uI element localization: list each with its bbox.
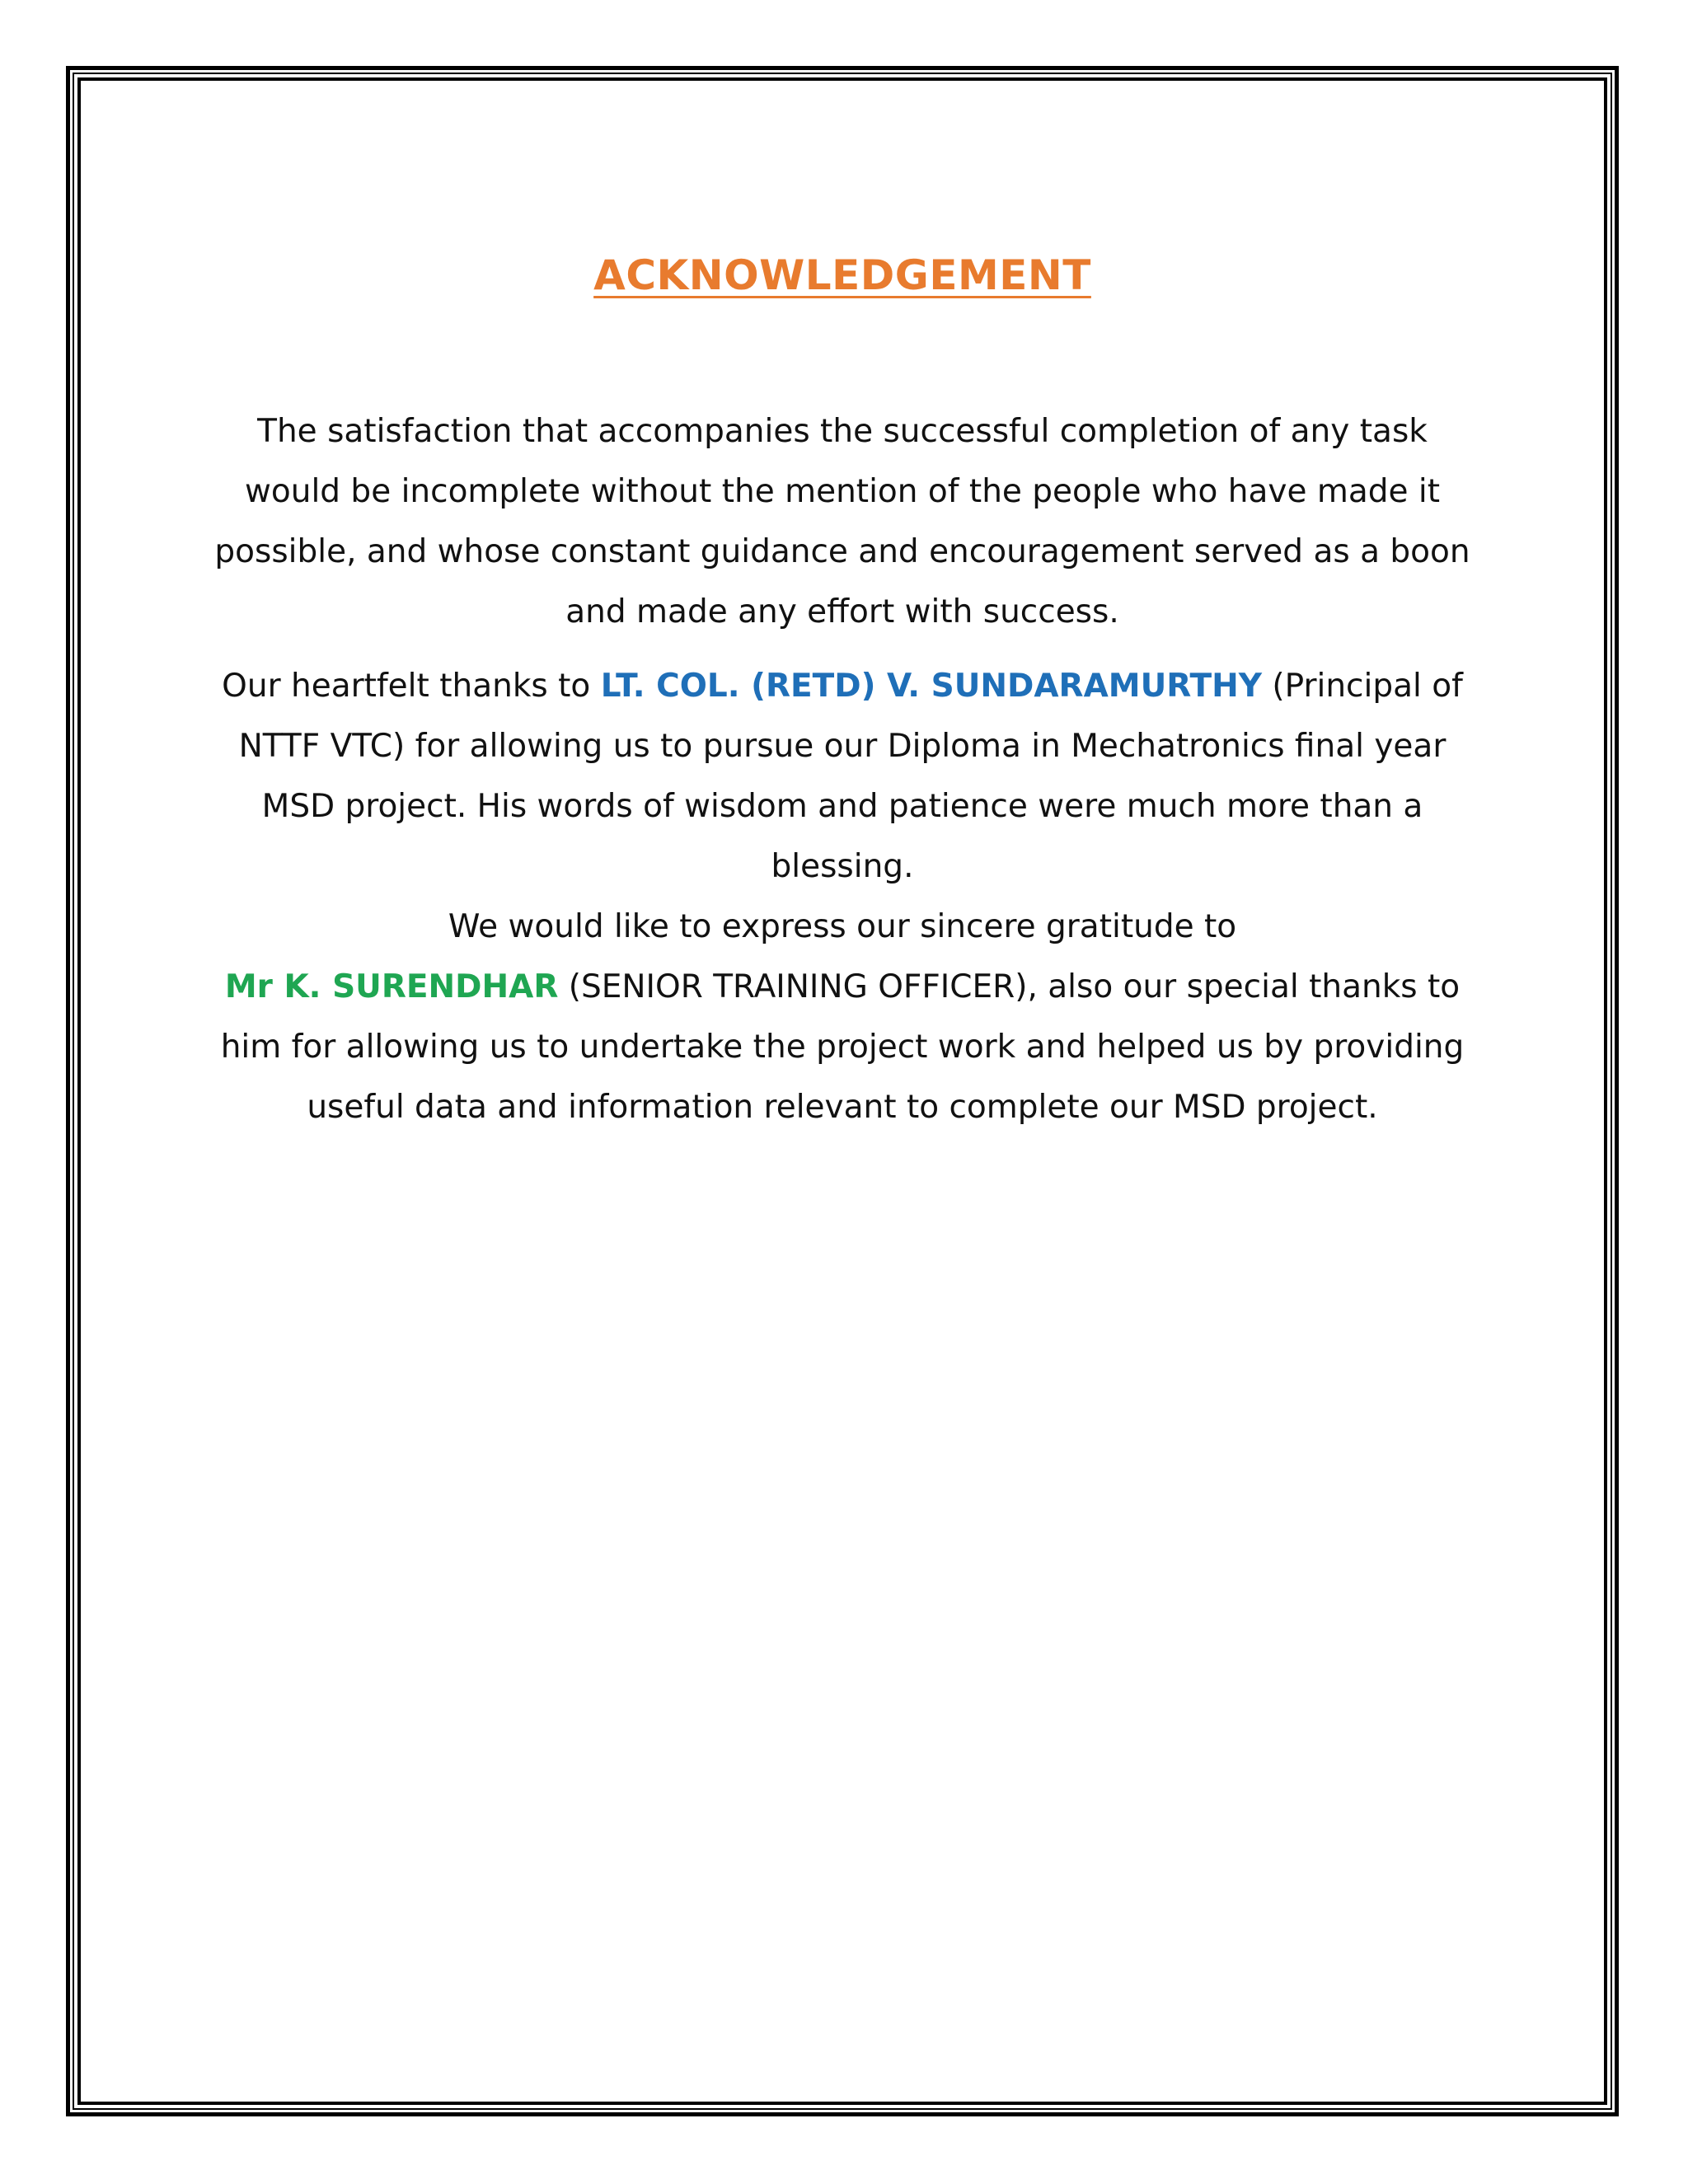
- paragraph-satisfaction-text: The satisfaction that accompanies the successful completion of any task would be incomplete without the mention of the people who have made it possible, and whose constant guidance and encouragement served as a boon and made any effort with success.: [214, 413, 1470, 630]
- acknowledgement-content: [214, 244, 1470, 1137]
- paragraph-satisfaction: [214, 401, 1470, 642]
- principal-thanks-prefix: Our heartfelt thanks to: [222, 668, 601, 705]
- paragraph-officer-thanks: [214, 897, 1470, 1137]
- page-title: ACKNOWLEDGEMENT: [593, 251, 1091, 299]
- officer-thanks-prefix: We would like to express our sincere gratitude to: [448, 908, 1237, 945]
- principal-name: LT. COL. (RETD) V. SUNDARAMURTHY: [600, 668, 1263, 705]
- paragraph-principal-thanks: [214, 656, 1470, 897]
- officer-name: Mr K. SURENDHAR: [224, 968, 559, 1005]
- officer-thanks-suffix: (SENIOR TRAINING OFFICER), also our special thanks to him for allowing us to undertake the project work and helped us by providing useful data and information relevant to complete our MSD project.: [220, 968, 1465, 1126]
- principal-thanks-suffix: (Principal of NTTF VTC) for allowing us to pursue our Diploma in Mechatronics final year MSD project. His words of wisdom and patience were much more than a blessing.: [238, 668, 1463, 885]
